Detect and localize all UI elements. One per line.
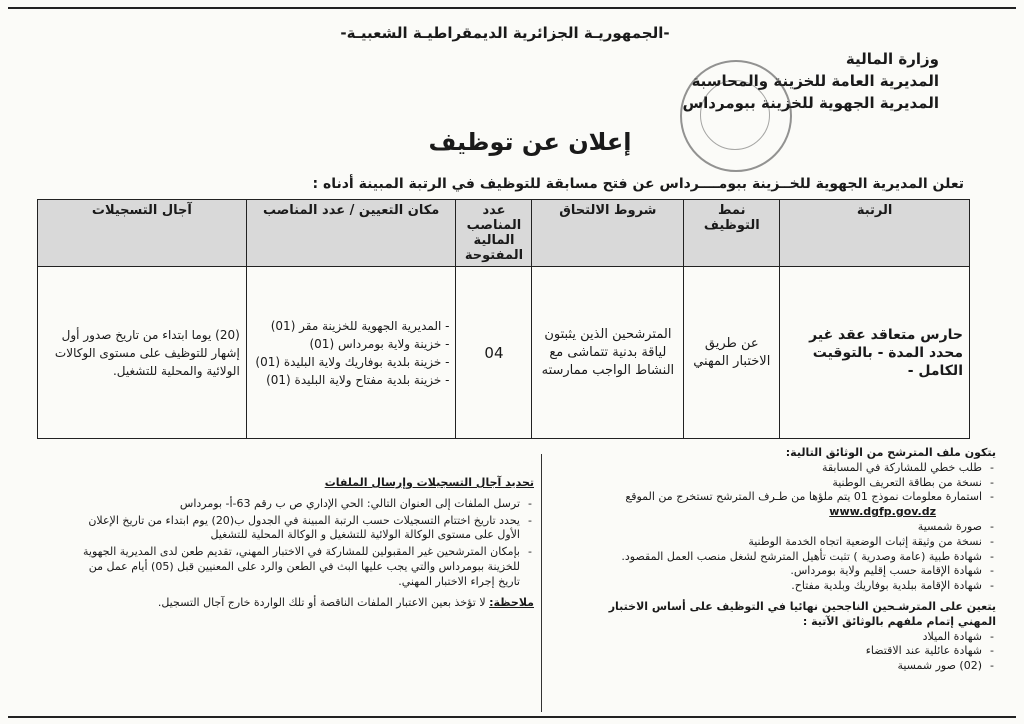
documents-panel xyxy=(570,446,996,674)
page-title: إعلان عن توظيف xyxy=(428,128,632,156)
table-header-row xyxy=(38,200,970,267)
note xyxy=(78,596,534,611)
documents-heading: يتكون ملف المترشح من الوثائق التالية: xyxy=(785,446,996,459)
list-item: - صورة شمسية xyxy=(570,520,982,535)
directorate-regional: المديرية الجهوية للخزينة ببومرداس xyxy=(682,94,939,112)
cell-conditions: المترشحين الذين يثبتون لياقة بدنية تتماشى مع النشاط الواجب ممارسته xyxy=(532,267,684,439)
directorate-general: المديرية العامة للخزينة والمحاسبة xyxy=(691,72,939,90)
bottom-rule xyxy=(8,716,1016,718)
list-item: - شهادة عائلية عند الاقتضاء xyxy=(570,644,982,659)
documents-list xyxy=(570,461,996,505)
header-rank: الرتبة xyxy=(780,200,970,267)
list-item: - نسخة من وثيقة إثبات الوضعية اتجاه الخدمة الوطنية xyxy=(570,535,982,550)
column-divider xyxy=(541,454,542,712)
list-item: - شهادة الميلاد xyxy=(570,630,982,645)
list-item: - يحدد تاريخ اختتام التسجيلات حسب الرتبة المبينة في الجدول ب(20) يوم ابتداء من تاريخ الإعلان الأول على مستوى الوكالة الولائية للتشغيل و الوكالة المحلية للتشغيل xyxy=(78,514,520,544)
list-item: - بإمكان المترشحين غير المقبولين للمشاركة في الاختبار المهني، تقديم طعن لدى المديرية الجهوية للخزينة ببومرداس والتي يجب عليها البث في الطعن والرد على المعنيين قبل (05) أيام عمل من تاريخ إجراء الاختبار المهني. xyxy=(78,545,520,589)
table-row xyxy=(38,267,970,439)
list-item: - شهادة الإقامة حسب إقليم ولاية بومرداس. xyxy=(570,564,982,579)
list-item: - نسخة من بطاقة التعريف الوطنية xyxy=(570,476,982,491)
submission-heading: تحديد آجال التسجيلات وإرسال الملفات xyxy=(324,476,534,489)
website-link[interactable]: www.dgfp.gov.dz xyxy=(829,505,936,519)
cell-rank: حارس متعاقد عقد غير محدد المدة - بالتوقيت الكامل - xyxy=(780,267,970,439)
documents-list-2 xyxy=(570,520,996,594)
cell-mode: عن طريق الاختبار المهني xyxy=(684,267,780,439)
top-rule xyxy=(8,7,1016,9)
list-item: - شهادة الإقامة ببلدية بوفاريك وبلدية مفتاح. xyxy=(570,579,982,594)
submission-panel xyxy=(78,476,534,610)
header-deadline: آجال التسجيلات xyxy=(38,200,247,267)
location-item: - خزينة بلدية مفتاح ولاية البليدة (01) xyxy=(266,372,450,387)
cell-locations xyxy=(246,267,456,439)
header-mode: نمط التوظيف xyxy=(684,200,780,267)
location-item: - المديرية الجهوية للخزينة مقر (01) xyxy=(270,318,450,333)
list-item: - ترسل الملفات إلى العنوان التالي: الحي الإداري ص ب رقم 63-أ- بومرداس xyxy=(78,497,520,512)
list-item: - استمارة معلومات نموذج 01 يتم ملؤها من طـرف المترشح تستخرج من الموقع xyxy=(570,490,982,505)
recruitment-table xyxy=(37,199,970,439)
final-documents-list xyxy=(570,630,996,674)
intro-text: تعلن المديرية الجهوية للخــزينة ببومــــرداس عن فتح مسابقة للتوظيف في الرتبة المبينة أدناه : xyxy=(312,176,964,192)
location-item: - خزينة بلدية بوفاريك ولاية البليدة (01) xyxy=(255,354,450,369)
list-item: - شهادة طبية (عامة وصدرية ) تثبت تأهيل المترشح لشغل منصب العمل المقصود. xyxy=(570,550,982,565)
header-location: مكان التعيين / عدد المناصب xyxy=(246,200,456,267)
ministry-name: وزارة المالية xyxy=(845,50,939,68)
list-item: - طلب خطي للمشاركة في المسابقة xyxy=(570,461,982,476)
note-label: ملاحظة: xyxy=(489,595,534,609)
submission-list xyxy=(78,497,534,590)
official-stamp-inner xyxy=(700,80,770,150)
republic-heading: -الجمهوريـة الجزائرية الديمقراطيـة الشعبيـة- xyxy=(340,24,670,42)
cell-posts: 04 xyxy=(456,267,532,439)
header-conditions: شروط الالتحاق xyxy=(532,200,684,267)
header-posts: عدد المناصب المالية المفتوحة xyxy=(456,200,532,267)
final-documents-heading: يتعين على المترشـحين الناجحين نهائيا في التوظيف على أساس الاختبار المهني إتمام ملفهم بالوثائق الآتية : xyxy=(608,599,996,628)
note-text: لا تؤخذ بعين الاعتبار الملفات الناقصة أو تلك الواردة خارج آجال التسجيل. xyxy=(157,595,486,609)
list-item: - (02) صور شمسية xyxy=(570,659,982,674)
location-item: - خزينة ولاية بومرداس (01) xyxy=(309,336,450,351)
cell-deadline: (20) يوما ابتداء من تاريخ صدور أول إشهار للتوظيف على مستوى الوكالات الولائية والمحلية للتشغيل. xyxy=(38,267,247,439)
